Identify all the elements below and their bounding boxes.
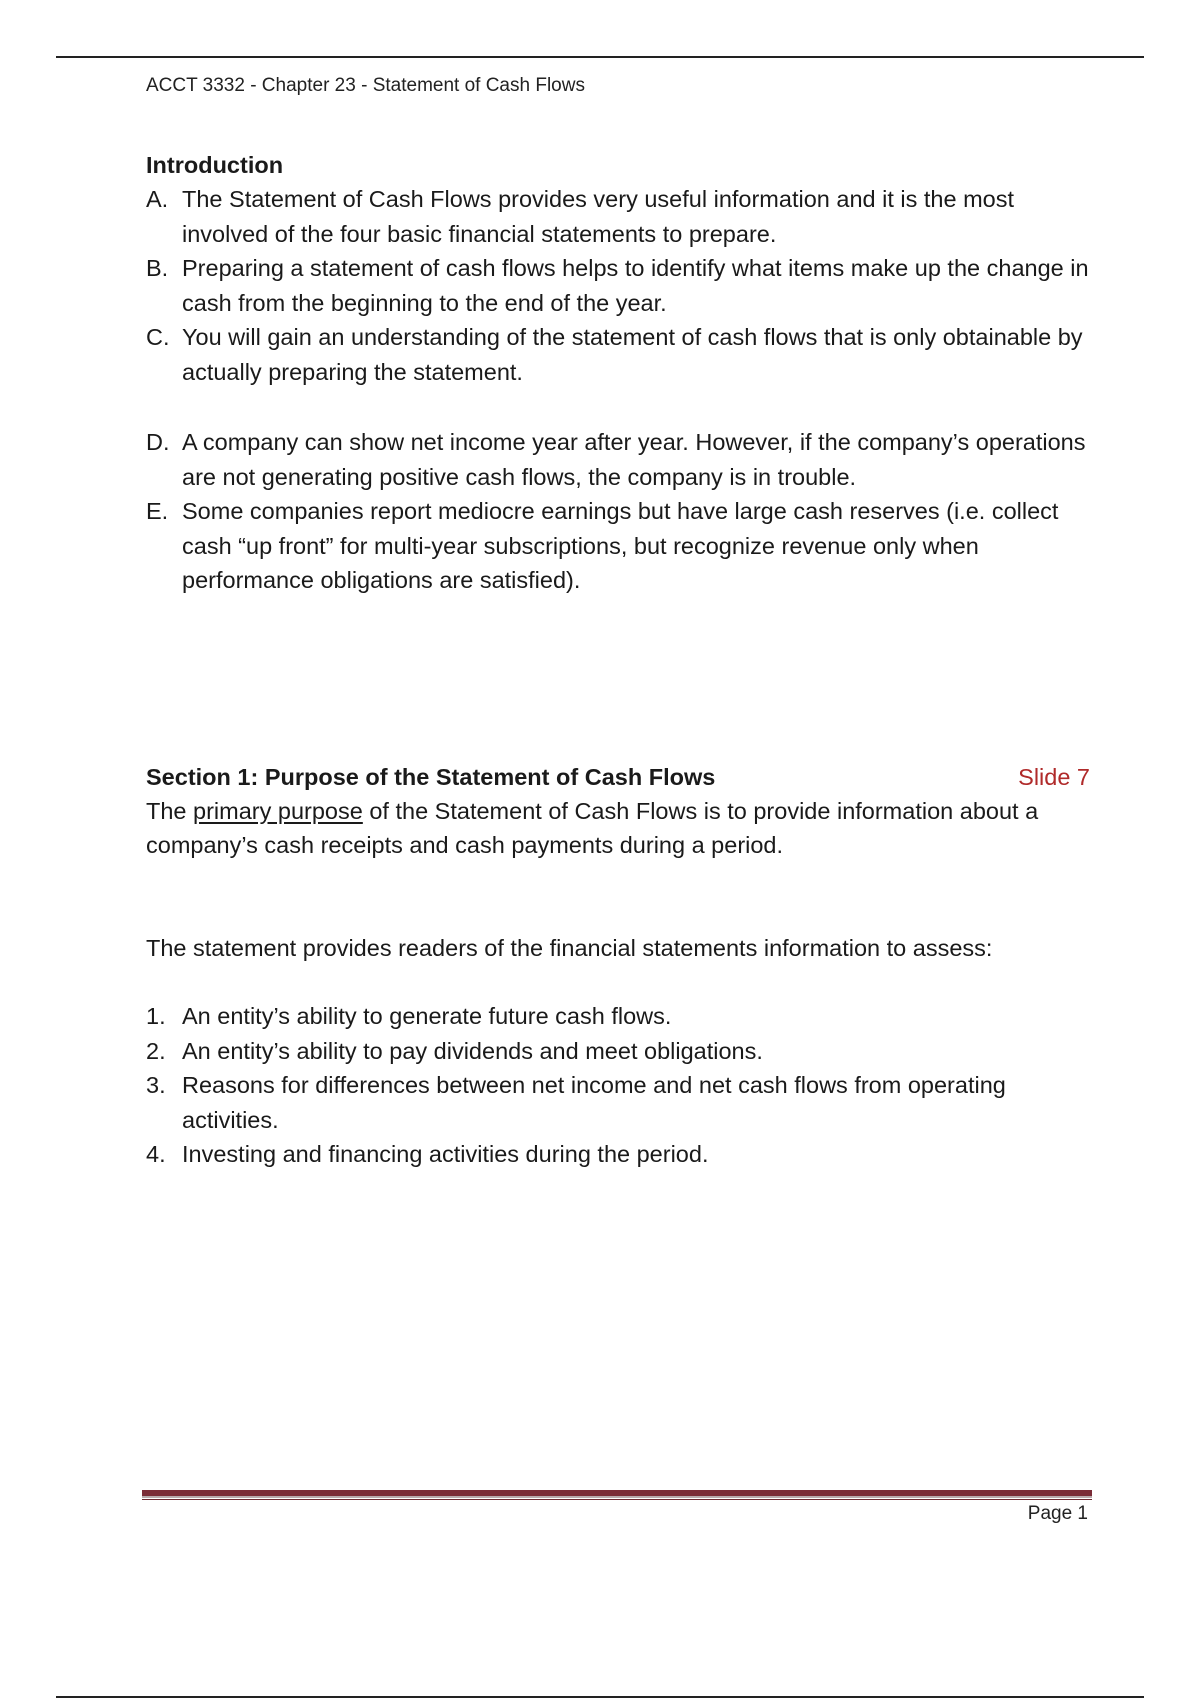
purpose-suffix: of the Statement of Cash Flows is to provide information about a company’s cash receipts and cash payments during a period.: [146, 797, 1039, 858]
assess-list: [146, 999, 1090, 1172]
list-item-text: An entity’s ability to pay dividends and meet obligations.: [182, 1037, 763, 1064]
list-marker: 1.: [146, 1003, 166, 1029]
footer-divider-thin-line: [142, 1499, 1092, 1500]
primary-purpose-underlined: primary purpose: [193, 797, 363, 824]
list-item-text: Preparing a statement of cash flows helps to identify what items make up the change in cash from the beginning to the end of the year.: [182, 255, 1089, 316]
list-item: [146, 182, 1090, 251]
list-marker: C.: [146, 324, 170, 350]
top-page-rule: [56, 56, 1144, 58]
slide-reference-label: Slide 7: [1018, 763, 1090, 790]
assess-intro-paragraph: The statement provides readers of the financial statements information to assess:: [146, 934, 993, 961]
introduction-list: [146, 182, 1090, 598]
footer-divider-bar: [142, 1490, 1092, 1496]
introduction-heading: Introduction: [146, 152, 284, 178]
list-item-text: You will gain an understanding of the statement of cash flows that is only obtainable by actually preparing the statement.: [182, 324, 1083, 385]
list-item-text: A company can show net income year after year. However, if the company’s operations are not generating positive cash flows, the company is in trouble.: [182, 429, 1086, 490]
page-number: Page 1: [1027, 1503, 1088, 1524]
list-marker: 2.: [146, 1037, 166, 1064]
purpose-prefix: The: [146, 797, 194, 824]
document-body: [146, 148, 1090, 1172]
document-header-title: ACCT 3332 - Chapter 23 - Statement of Cash Flows: [146, 75, 585, 96]
list-marker: D.: [146, 429, 170, 455]
list-item-text: An entity’s ability to generate future cash flows.: [182, 1003, 672, 1029]
list-item: [146, 251, 1090, 320]
list-item: [146, 494, 1090, 598]
list-marker: E.: [146, 498, 169, 524]
list-item: [146, 1137, 1090, 1172]
list-item: [146, 1068, 1090, 1137]
bottom-page-rule: [56, 1696, 1144, 1698]
list-item-text: Investing and financing activities during the period.: [182, 1141, 709, 1167]
list-marker: 4.: [146, 1141, 166, 1167]
section1-heading-row: [146, 760, 1090, 794]
list-item: [146, 1034, 1090, 1069]
list-item: [146, 425, 1090, 494]
list-marker: B.: [146, 255, 169, 281]
list-item: [146, 999, 1090, 1034]
list-marker: 3.: [146, 1072, 166, 1098]
list-marker: A.: [146, 186, 169, 212]
list-item-text: Some companies report mediocre earnings but have large cash reserves (i.e. collect cash “up front” for multi-year subscriptions, but recognize revenue only when performance obligations are satisfied).: [182, 498, 1059, 593]
section1-heading: Section 1: Purpose of the Statement of Cash Flows: [146, 763, 716, 790]
list-item-text: Reasons for differences between net income and net cash flows from operating activities.: [182, 1072, 1006, 1133]
list-item: [146, 320, 1090, 389]
list-item-text: The Statement of Cash Flows provides very useful information and it is the most involved of the four basic financial statements to prepare.: [182, 186, 1015, 247]
primary-purpose-paragraph: [146, 794, 1090, 863]
